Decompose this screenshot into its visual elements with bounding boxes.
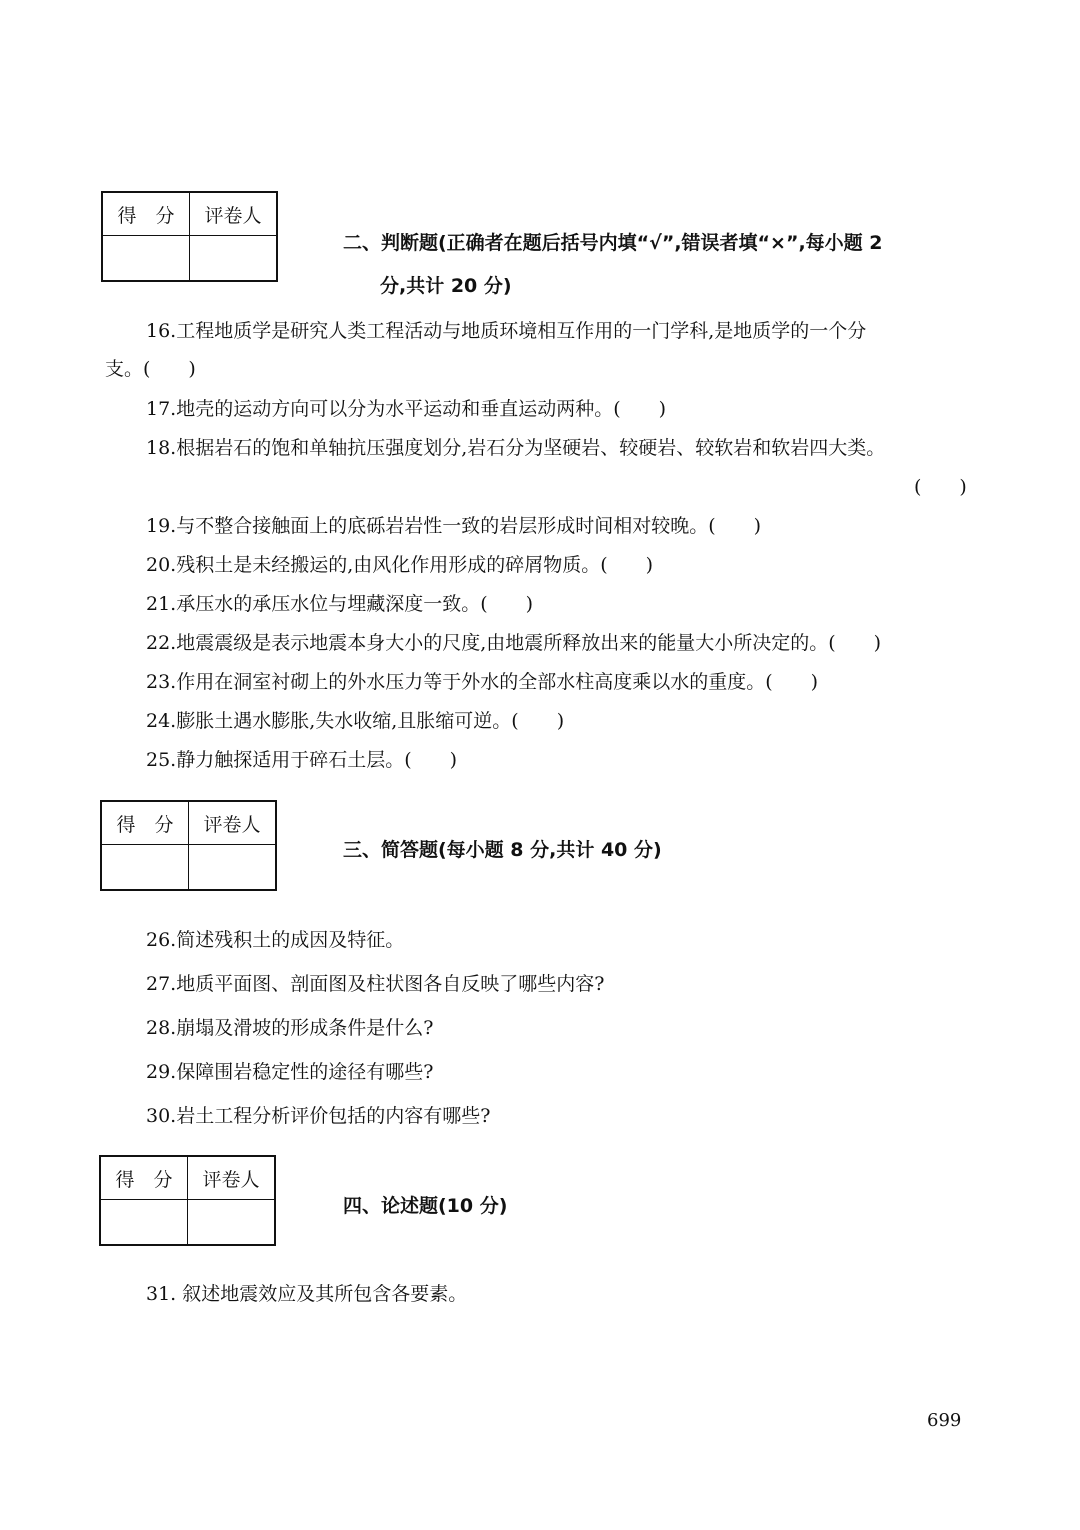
- grader-cell[interactable]: [188, 1200, 276, 1246]
- grader-cell[interactable]: [190, 236, 278, 282]
- question-20: 20.残积土是未经搬运的,由风化作用形成的碎屑物质。( ): [146, 554, 654, 576]
- question-27: 27.地质平面图、剖面图及柱状图各自反映了哪些内容?: [146, 973, 605, 995]
- score-cell[interactable]: [102, 236, 190, 282]
- question-26: 26.简述残积土的成因及特征。: [146, 929, 405, 951]
- question-29: 29.保障围岩稳定性的途径有哪些?: [146, 1061, 434, 1083]
- score-label: 得 分: [100, 1156, 188, 1200]
- section3-title: 三、简答题(每小题 8 分,共计 40 分): [343, 839, 662, 861]
- score-cell[interactable]: [100, 1200, 188, 1246]
- score-cell[interactable]: [101, 845, 189, 891]
- question-25: 25.静力触探适用于碎石土层。( ): [146, 749, 458, 771]
- score-label: 得 分: [102, 192, 190, 236]
- question-30: 30.岩土工程分析评价包括的内容有哪些?: [146, 1105, 491, 1127]
- question-19: 19.与不整合接触面上的底砾岩岩性一致的岩层形成时间相对较晚。( ): [146, 515, 762, 537]
- section4-title: 四、论述题(10 分): [343, 1195, 508, 1217]
- score-box-section2: [101, 191, 278, 282]
- question-28: 28.崩塌及滑坡的形成条件是什么?: [146, 1017, 434, 1039]
- question-16-line1: 16.工程地质学是研究人类工程活动与地质环境相互作用的一门学科,是地质学的一个分: [146, 320, 867, 342]
- question-23: 23.作用在洞室衬砌上的外水压力等于外水的全部水柱高度乘以水的重度。( ): [146, 671, 819, 693]
- question-21: 21.承压水的承压水位与埋藏深度一致。( ): [146, 593, 534, 615]
- section2-title-line2: 分,共计 20 分): [380, 275, 512, 297]
- question-24: 24.膨胀土遇水膨胀,失水收缩,且胀缩可逆。( ): [146, 710, 565, 732]
- question-31: 31. 叙述地震效应及其所包含各要素。: [146, 1283, 468, 1305]
- question-18-line2: ( ): [914, 476, 967, 498]
- section2-title-line1: 二、判断题(正确者在题后括号内填“√”,错误者填“×”,每小题 2: [343, 232, 883, 254]
- question-18-line1: 18.根据岩石的饱和单轴抗压强度划分,岩石分为坚硬岩、较硬岩、较软岩和软岩四大类。: [146, 437, 886, 459]
- question-22: 22.地震震级是表示地震本身大小的尺度,由地震所释放出来的能量大小所决定的。( ): [146, 632, 882, 654]
- question-16-line2: 支。( ): [105, 358, 196, 380]
- grader-cell[interactable]: [189, 845, 277, 891]
- score-label: 得 分: [101, 801, 189, 845]
- score-box-section4: [99, 1155, 276, 1246]
- page-number: 699: [927, 1410, 962, 1431]
- question-17: 17.地壳的运动方向可以分为水平运动和垂直运动两种。( ): [146, 398, 667, 420]
- grader-label: 评卷人: [190, 192, 278, 236]
- grader-label: 评卷人: [189, 801, 277, 845]
- score-box-section3: [100, 800, 277, 891]
- grader-label: 评卷人: [188, 1156, 276, 1200]
